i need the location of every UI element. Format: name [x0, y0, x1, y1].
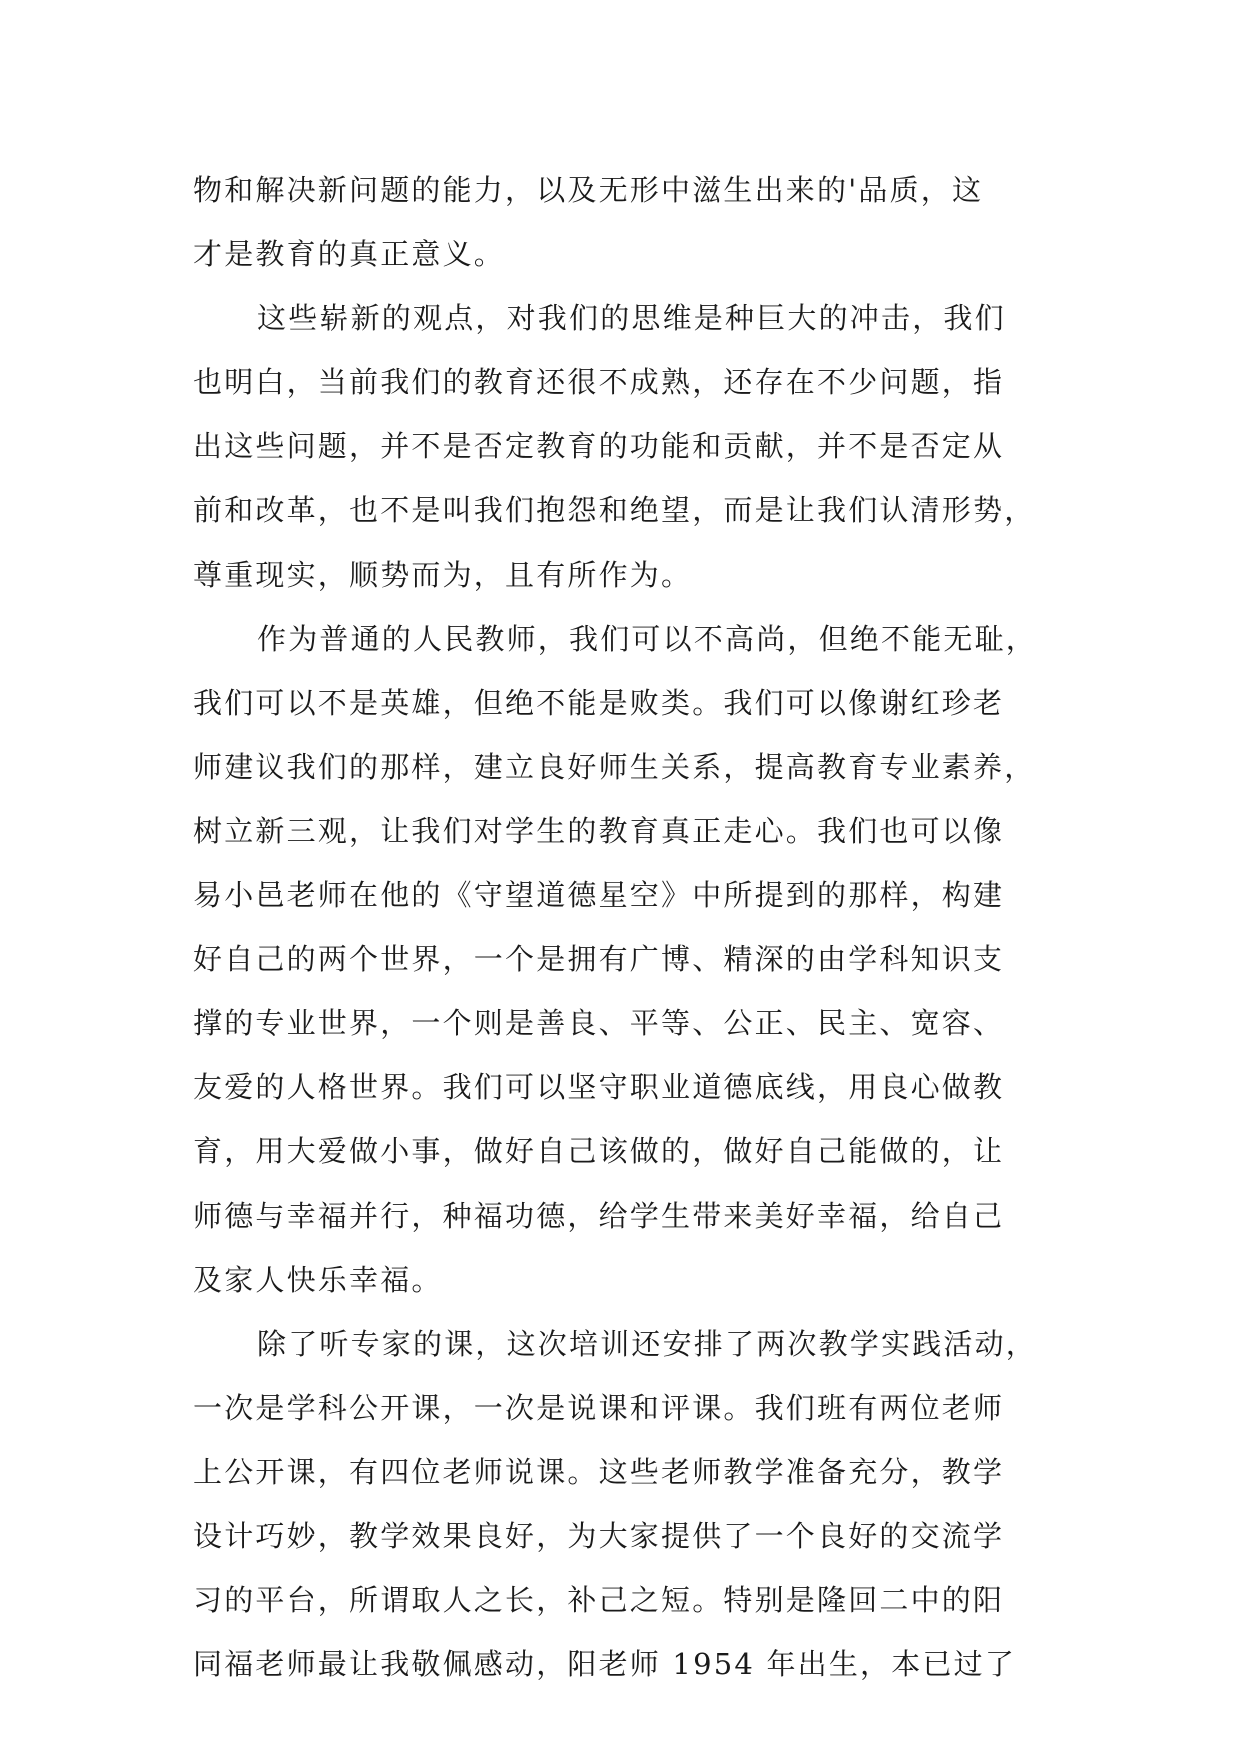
- text-line: 我们可以不是英雄，但绝不能是败类。我们可以像谢红珍老: [193, 685, 1005, 720]
- text-line: 出这些问题，并不是否定教育的功能和贡献，并不是否定从: [193, 429, 1005, 464]
- text-line: 才是教育的真正意义。: [193, 237, 506, 272]
- text-line: 前和改革，也不是叫我们抱怨和绝望，而是让我们认清形势，: [193, 493, 1036, 528]
- text-line: 一次是学科公开课，一次是说课和评课。我们班有两位老师: [193, 1390, 1005, 1425]
- text-line: 师建议我们的那样，建立良好师生关系，提高教育专业素养，: [193, 749, 1036, 784]
- body-text: [193, 158, 1073, 1696]
- text-line: 设计巧妙，教学效果良好，为大家提供了一个良好的交流学: [193, 1518, 1005, 1553]
- text-line: 师德与幸福并行，种福功德，给学生带来美好幸福，给自己: [193, 1198, 1005, 1233]
- text-line: 育，用大爱做小事，做好自己该做的，做好自己能做的，让: [193, 1134, 1005, 1169]
- paragraph-start-line: 作为普通的人民教师，我们可以不高尚，但绝不能无耻，: [257, 621, 1038, 656]
- text-line: 及家人快乐幸福。: [193, 1262, 443, 1297]
- paragraph-start-line: 除了听专家的课，这次培训还安排了两次教学实践活动，: [257, 1326, 1038, 1361]
- text-line: 同福老师最让我敬佩感动，阳老师 1954 年出生，本已过了: [193, 1647, 1017, 1682]
- text-line: 好自己的两个世界，一个是拥有广博、精深的由学科知识支: [193, 942, 1005, 977]
- text-line: 撑的专业世界，一个则是善良、平等、公正、民主、宽容、: [193, 1006, 1005, 1041]
- text-line: 习的平台，所谓取人之长，补己之短。特别是隆回二中的阳: [193, 1583, 1005, 1618]
- text-line: 易小邑老师在他的《守望道德星空》中所提到的那样，构建: [193, 878, 1005, 913]
- text-line: 树立新三观，让我们对学生的教育真正走心。我们也可以像: [193, 813, 1005, 848]
- text-line: 尊重现实，顺势而为，且有所作为。: [193, 557, 693, 592]
- text-line: 上公开课，有四位老师说课。这些老师教学准备充分，教学: [193, 1454, 1005, 1489]
- text-line: 物和解决新问题的能力，以及无形中滋生出来的'品质，这: [193, 173, 984, 207]
- text-line: 友爱的人格世界。我们可以坚守职业道德底线，用良心做教: [193, 1070, 1005, 1105]
- paragraph-start-line: 这些崭新的观点，对我们的思维是种巨大的冲击，我们: [257, 301, 1006, 336]
- text-line: 也明白，当前我们的教育还很不成熟，还存在不少问题，指: [193, 365, 1005, 400]
